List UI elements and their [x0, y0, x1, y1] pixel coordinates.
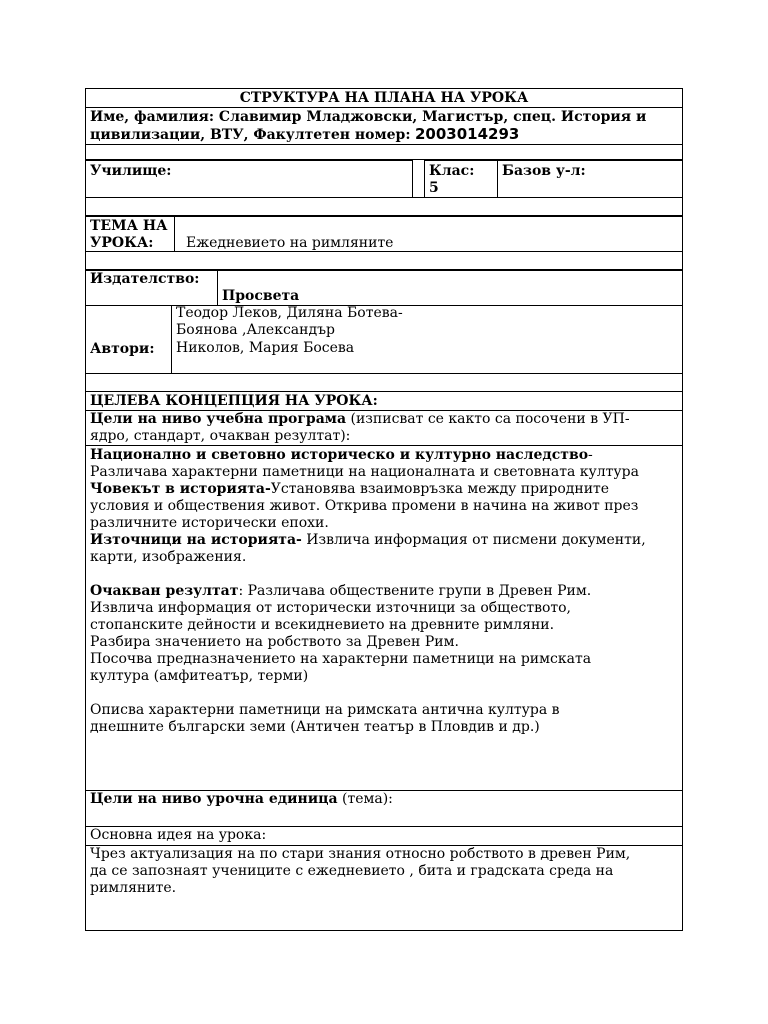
person-text-3: различните исторически епохи. [90, 515, 329, 531]
author-value: Славимир Младжовски, Магистър, спец. История и [214, 109, 647, 125]
heritage-text: Различава характерни паметници на националната и световната култура [90, 464, 639, 480]
expected-line-1 [90, 583, 591, 600]
topic-label-line-1: ТЕМА НА [90, 218, 168, 234]
publisher-value: Просвета [222, 288, 300, 304]
curriculum-goals-rest: (изписват се както са посочени в УП- [346, 411, 630, 427]
author-label: Име, фамилия: [90, 109, 215, 125]
person-text-2: условия и обществения живот. Открива промени в начина на живот през [90, 498, 639, 514]
unit-goals-rest: (тема): [337, 791, 393, 807]
concept-heading: ЦЕЛЕВА КОНЦЕПЦИЯ НА УРОКА: [90, 393, 378, 409]
class-label: Клас: [429, 163, 475, 179]
sources-label: Източници на историята- [90, 532, 302, 548]
author-line-2 [90, 126, 519, 144]
sources-text-2: карти, изображения. [90, 549, 247, 565]
expected-text-7: Описва характерни паметници на римската антична култура в [90, 702, 560, 718]
unit-goals-line [90, 791, 393, 808]
main-idea-line-3: римляните. [90, 880, 177, 896]
expected-text-2: Извлича информация от исторически източници за обществото, [90, 600, 571, 616]
heritage-dash: - [588, 447, 593, 463]
heritage-label: Национално и световно историческо и културно наследство [90, 447, 589, 463]
spacer-row [85, 197, 683, 216]
person-text-1: Установява взаимовръзка между природните [270, 481, 610, 497]
sources-text-1: Извлича информация от писмени документи, [301, 532, 646, 548]
topic-label-line-2: УРОКА: [90, 235, 154, 251]
authors-line-2: Боянова ,Александър [176, 322, 335, 338]
expected-text-5: Посочва предназначението на характерни паметници на римската [90, 651, 592, 667]
page-title: СТРУКТУРА НА ПЛАНА НА УРОКА [239, 90, 529, 106]
authors-line-3: Николов, Мария Босева [176, 340, 355, 356]
textbook-label: Базов у-л: [502, 163, 586, 179]
school-label: Училище: [90, 163, 172, 179]
spacer-row [85, 373, 683, 392]
unit-goals-label: Цели на ниво урочна единица [90, 791, 338, 807]
expected-text-8: днешните български земи (Античен театър в Пловдив и др.) [90, 719, 540, 735]
curriculum-goals-line-2: ядро, стандарт, очакван резултат): [90, 428, 351, 444]
main-idea-label: Основна идея на урока: [90, 827, 267, 843]
author-line-2-text: цивилизации, ВТУ, Факултетен номер: [90, 127, 411, 143]
main-idea-line-1: Чрез актуализация на по стари знания относно робството в древен Рим, [90, 846, 631, 862]
spacer-row [85, 251, 683, 270]
authors-label-cell [85, 305, 172, 374]
expected-text-3: стопанските дейности и всекидневието на древните римляни. [90, 617, 555, 633]
person-line-1 [90, 481, 609, 498]
curriculum-goals-label: Цели на ниво учебна програма [90, 411, 347, 427]
publisher-label: Издателство: [90, 271, 200, 287]
curriculum-goals-line-1 [90, 411, 630, 428]
expected-text-4: Разбира значението на робството за Древен Рим. [90, 634, 459, 650]
expected-text-6: култура (амфитеатър, терми) [90, 668, 309, 684]
class-value: 5 [429, 180, 439, 196]
topic-value: Ежедневието на римляните [186, 235, 394, 251]
expected-text-1: : Различава обществените групи в Древен Рим. [238, 583, 592, 599]
authors-line-1: Теодор Леков, Диляна Ботева- [176, 305, 403, 321]
expected-label: Очакван резултат [90, 583, 239, 599]
spacer-row [85, 144, 683, 160]
sources-line-1 [90, 532, 646, 549]
faculty-number: 2003014293 [414, 125, 520, 143]
authors-label: Автори: [90, 341, 155, 357]
heritage-line [90, 447, 593, 464]
main-idea-line-2: да се запознаят учениците с ежедневието , бита и градската среда на [90, 863, 614, 879]
author-line-1 [90, 109, 646, 126]
person-label: Човекът в историята- [90, 481, 271, 497]
